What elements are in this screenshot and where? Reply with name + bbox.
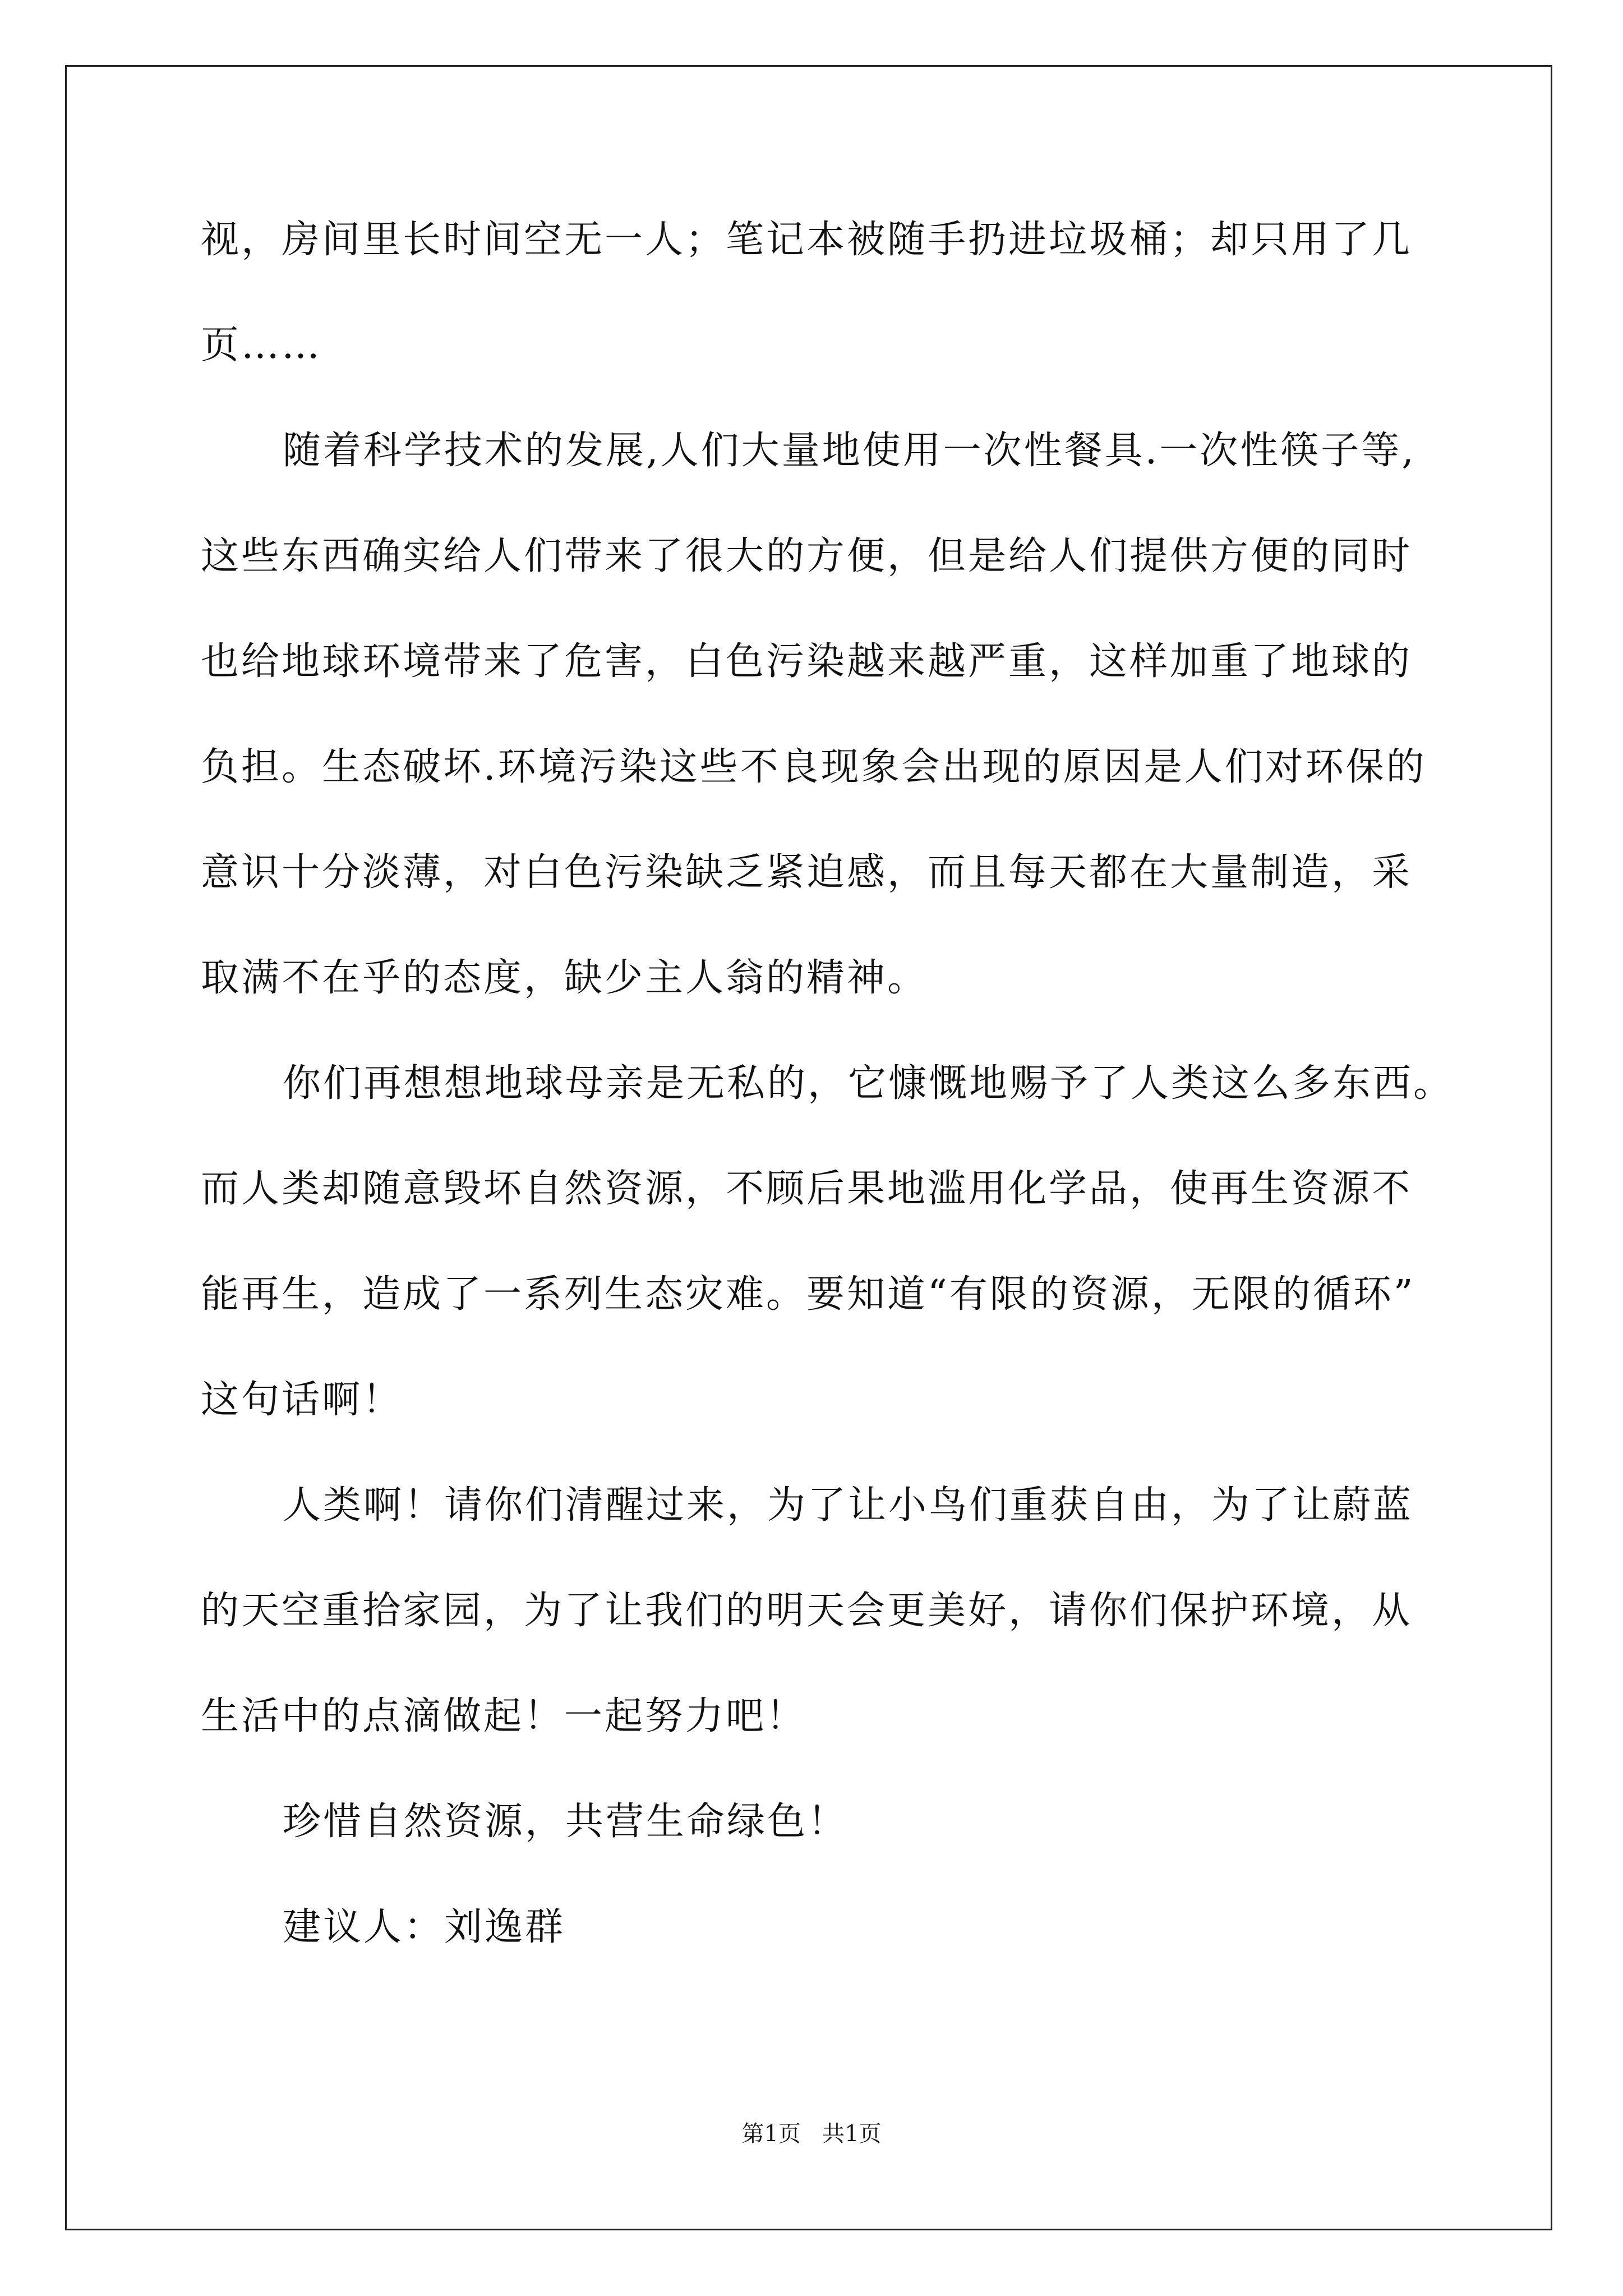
text-line: 取满不在乎的态度，缺少主人翁的精神。 bbox=[201, 956, 928, 1000]
text-line: 负担。生态破坏.环境污染这些不良现象会出现的原因是人们对环保的 bbox=[201, 745, 1427, 789]
text-line: 生活中的点滴做起！一起努力吧！ bbox=[201, 1694, 807, 1738]
slogan-line: 珍惜自然资源，共营生命绿色！ bbox=[283, 1800, 849, 1844]
text-line: 页…… bbox=[201, 323, 322, 367]
signature-line: 建议人：刘逸群 bbox=[283, 1905, 566, 1949]
text-line: 视，房间里长时间空无一人；笔记本被随手扔进垃圾桶；却只用了几 bbox=[201, 218, 1413, 262]
page-number-footer: 第1页 共1页 bbox=[741, 2121, 882, 2147]
text-line: 意识十分淡薄，对白色污染缺乏紧迫感，而且每天都在大量制造，采 bbox=[201, 850, 1413, 895]
text-line: 这句话啊！ bbox=[201, 1378, 403, 1422]
paragraph-start-line: 你们再想想地球母亲是无私的，它慷慨地赐予了人类这么多东西。 bbox=[283, 1061, 1454, 1106]
text-line: 的天空重拾家园，为了让我们的明天会更美好，请你们保护环境，从 bbox=[201, 1589, 1413, 1633]
text-line: 这些东西确实给人们带来了很大的方便，但是给人们提供方便的同时 bbox=[201, 534, 1413, 578]
text-line: 而人类却随意毁坏自然资源，不顾后果地滥用化学品，使再生资源不 bbox=[201, 1167, 1413, 1211]
text-line: 能再生，造成了一系列生态灾难。要知道“有限的资源，无限的循环” bbox=[201, 1272, 1415, 1317]
paragraph-start-line: 随着科学技术的发展,人们大量地使用一次性餐具.一次性筷子等, bbox=[283, 429, 1416, 473]
text-line: 也给地球环境带来了危害，白色污染越来越严重，这样加重了地球的 bbox=[201, 639, 1413, 684]
paragraph-start-line: 人类啊！请你们清醒过来，为了让小鸟们重获自由，为了让蔚蓝 bbox=[283, 1483, 1414, 1527]
